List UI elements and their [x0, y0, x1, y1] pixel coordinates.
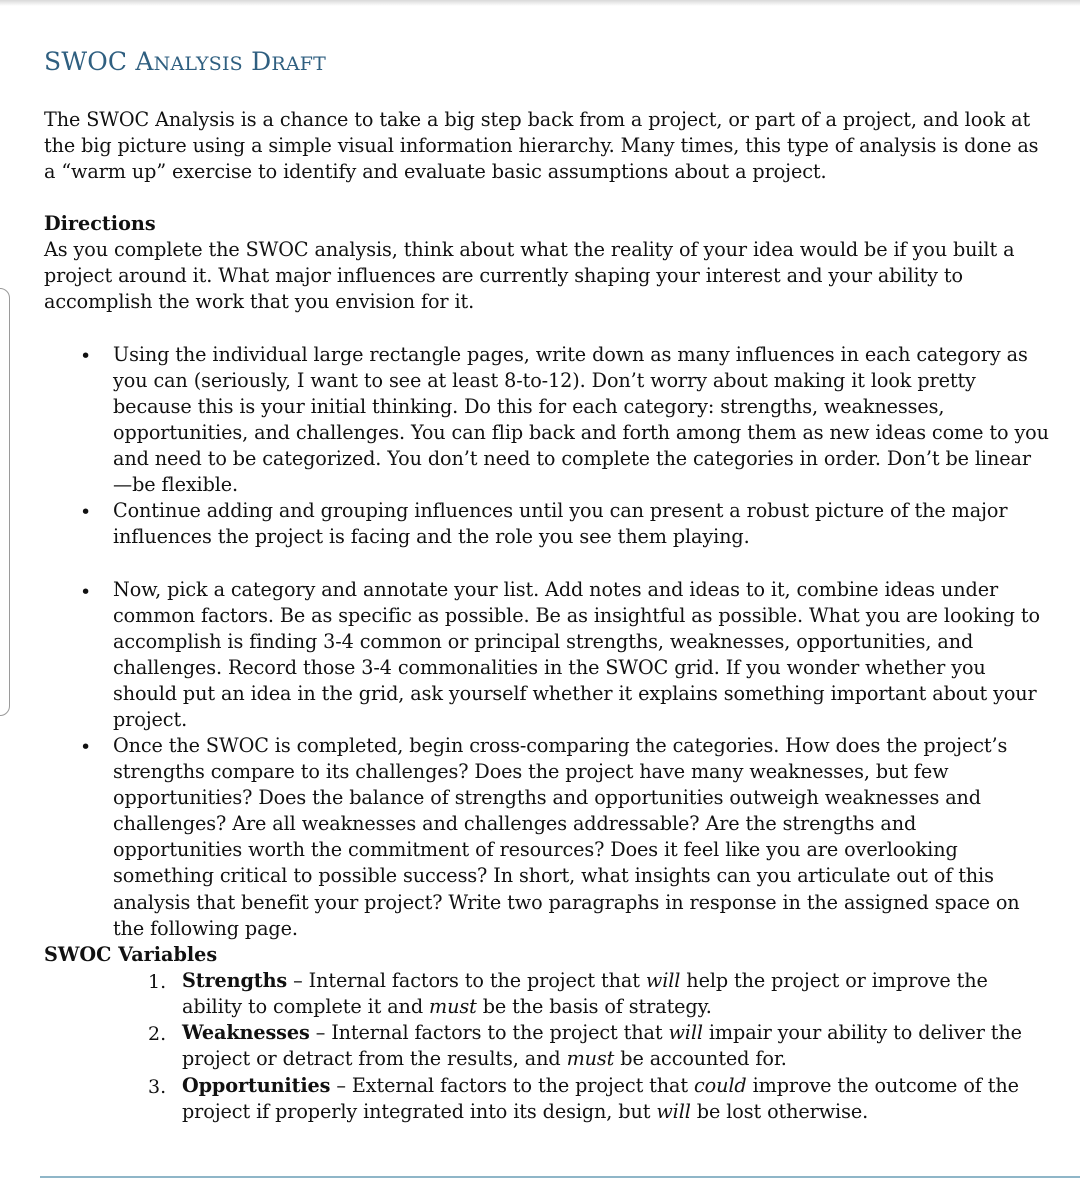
term-strengths: Strengths: [182, 969, 288, 992]
bullet-item-1: Using the individual large rectangle pages, write down as many influences in each category as you can (seriously, I want to see at least 8-to-12). Don’t worry about making it look pretty because this is your initial thinking. Do this for each category: strengths, weaknesses, opportunities, and challenges. You can flip back and forth among them as new ideas come to you and need to be categorized. You don’t need to complete the categories in order. Don’t be linear—be flexible.: [113, 343, 1049, 497]
term-opportunities: Opportunities: [182, 1074, 331, 1097]
term-weaknesses: Weaknesses: [182, 1021, 310, 1044]
definition-text: – Internal factors to the project that: [309, 1021, 669, 1044]
definition-text: be the basis of strategy.: [476, 995, 712, 1019]
top-shadow: [0, 0, 1080, 6]
bullet-marker: •: [80, 501, 92, 523]
emphasis-text: could: [694, 1074, 747, 1097]
directions-paragraph: As you complete the SWOC analysis, think about what the reality of your idea would be if you built a project around it. What major influences are currently shaping your interest and your ability to accomplish the work that you envision for it.: [44, 238, 1015, 314]
title-word-swoc: SWOC: [44, 47, 128, 76]
title-rest-analysis: NALYSIS: [153, 53, 243, 75]
emphasis-text: will: [668, 1021, 703, 1044]
variable-opportunities: [182, 1073, 1048, 1125]
title-initial-d: D: [251, 47, 272, 76]
emphasis-text: will: [645, 969, 681, 992]
definition-text: be accounted for.: [614, 1047, 787, 1071]
bullet-item-4: Once the SWOC is completed, begin cross-comparing the categories. How does the project’s strengths compare to its challenges? Does the project have many weaknesses, but few opportunities? Does the balance of strengths and opportunities outweigh weaknesses and challenges? Are all weaknesses and challenges addressable? Are the strengths and opportunities worth the commitment of resources? Does it feel like you are overlooking something critical to possible success? In short, what insights can you articulate out of this analysis that benefit your project? Write two paragraphs in response in the assigned space on the following page.: [113, 734, 1020, 940]
definition-text: impair your ability to deliver the project or detract from the results, and: [182, 1021, 1022, 1071]
bullet-marker: •: [80, 581, 92, 603]
title-initial-a: A: [135, 47, 154, 76]
directions-heading: Directions: [44, 212, 156, 235]
list-number: 3.: [148, 1076, 167, 1098]
bullet-item-2: Continue adding and grouping influences until you can present a robust picture of the major influences the project is facing and the role you see them playing.: [113, 499, 1008, 549]
definition-text: – Internal factors to the project that: [287, 969, 646, 992]
variable-weaknesses: [182, 1020, 1048, 1072]
title-rest-draft: RAFT: [271, 53, 326, 75]
variable-strengths: [182, 968, 1048, 1020]
emphasis-text: will: [656, 1100, 691, 1124]
definition-text: help the project or improve the ability to complete it and: [182, 969, 988, 1019]
intro-paragraph: The SWOC Analysis is a chance to take a big step back from a project, or part of a project, and look at the big picture using a simple visual information hierarchy. Many times, this type of analysis is done as a “warm up” exercise to identify and evaluate basic assumptions about a project.: [44, 108, 1039, 184]
emphasis-text: must: [566, 1047, 615, 1071]
definition-text: improve the outcome of the project if properly integrated into its design, but: [182, 1074, 1019, 1124]
definition-text: be lost otherwise.: [690, 1100, 869, 1124]
list-number: 2.: [148, 1023, 167, 1045]
emphasis-text: must: [429, 995, 477, 1019]
swoc-variables-heading: SWOC Variables: [44, 943, 218, 966]
page-footer-rule: [40, 1176, 1080, 1178]
bullet-marker: •: [80, 345, 92, 367]
document-title: [44, 47, 326, 76]
definition-text: – External factors to the project that: [330, 1074, 695, 1097]
bullet-item-3: Now, pick a category and annotate your list. Add notes and ideas to it, combine ideas under common factors. Be as specific as possible. Be as insightful as possible. What you are looking to accomplish is finding 3-4 common or principal strengths, weaknesses, opportunities, and challenges. Record those 3-4 commonalities in the SWOC grid. If you wonder whether you should put an idea in the grid, ask yourself whether it explains something important about your project.: [113, 578, 1040, 732]
side-panel-handle[interactable]: [0, 288, 10, 716]
bullet-marker: •: [80, 736, 92, 758]
list-number: 1.: [148, 971, 167, 993]
